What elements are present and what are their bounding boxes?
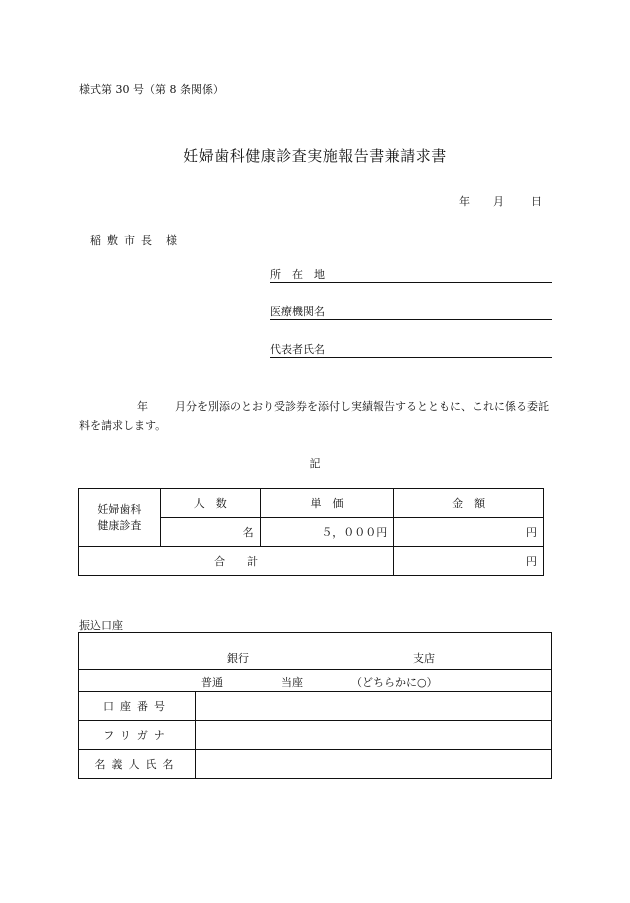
amount-header: 金 額	[394, 489, 544, 518]
representative-field[interactable]	[270, 341, 552, 358]
service-label-cell	[79, 489, 161, 547]
account-number-field[interactable]	[196, 692, 552, 721]
total-label: 合 計	[79, 547, 394, 576]
account-type-ordinary[interactable]: 普通	[201, 676, 223, 689]
document-title: 妊婦歯科健康診査実施報告書兼請求書	[183, 147, 447, 165]
count-header: 人 数	[160, 489, 260, 518]
furigana-label: フリガナ	[79, 721, 196, 750]
ki-heading: 記	[309, 457, 321, 470]
representative-label: 代表者氏名	[270, 343, 325, 356]
unit-price-cell: ５，０００円	[260, 518, 394, 547]
bank-branch-row[interactable]	[79, 633, 552, 670]
service-label-line1: 妊婦歯科	[97, 502, 142, 516]
bank-account-table	[78, 632, 552, 779]
holder-name-field[interactable]	[196, 750, 552, 779]
transfer-account-label: 振込口座	[79, 619, 123, 632]
date-day-label: 日	[531, 195, 542, 208]
account-type-row[interactable]	[79, 670, 552, 692]
addressee-char: 長	[141, 234, 152, 247]
bank-label: 銀行	[227, 652, 249, 665]
statement-text: 月分を別添のとおり受診券を添付し実績報告するとともに、これに係る委託料を請求します。	[79, 400, 549, 432]
date-line	[459, 193, 542, 209]
furigana-field[interactable]	[196, 721, 552, 750]
account-type-note: （どちらかに○）	[351, 676, 438, 689]
amount-cell[interactable]: 円	[394, 518, 544, 547]
statement-year-mark: 年	[137, 400, 148, 413]
count-cell[interactable]: 名	[160, 518, 260, 547]
addressee-char: 敷	[107, 234, 118, 247]
address-field[interactable]	[270, 266, 552, 283]
date-year-label: 年	[459, 195, 470, 208]
institution-label: 医療機関名	[270, 305, 325, 318]
addressee	[90, 232, 177, 248]
request-statement	[79, 397, 551, 435]
addressee-honorific: 様	[166, 234, 177, 247]
holder-name-label: 名義人氏名	[79, 750, 196, 779]
unit-price-header: 単 価	[260, 489, 394, 518]
total-amount-cell[interactable]: 円	[394, 547, 544, 576]
date-month-label: 月	[493, 195, 504, 208]
branch-label: 支店	[413, 652, 435, 665]
account-type-current[interactable]: 当座	[281, 676, 303, 689]
address-label: 所 在 地	[270, 268, 325, 281]
institution-field[interactable]	[270, 303, 552, 320]
billing-table	[78, 488, 544, 576]
form-number: 様式第 30 号（第 8 条関係）	[79, 83, 224, 96]
service-label-line2: 健康診査	[97, 518, 142, 532]
account-number-label: 口座番号	[79, 692, 196, 721]
addressee-char: 市	[124, 234, 135, 247]
addressee-char: 稲	[90, 234, 101, 247]
